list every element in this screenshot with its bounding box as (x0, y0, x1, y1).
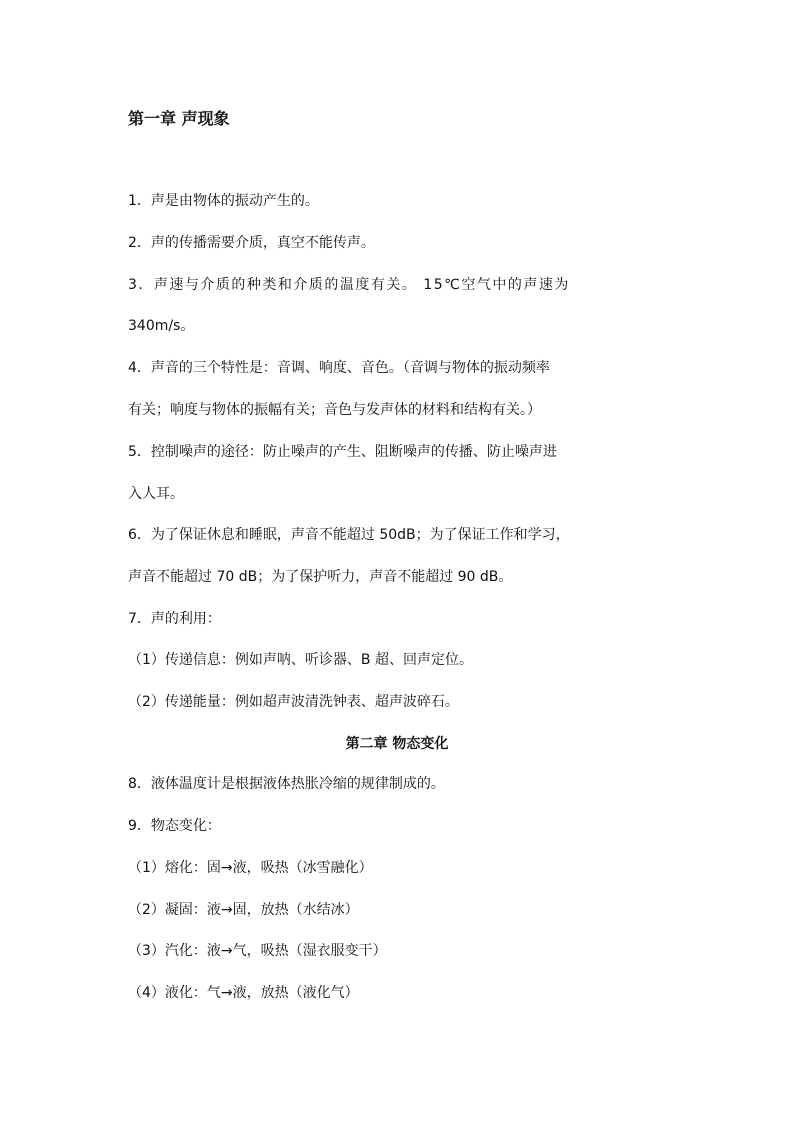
chapter-1-line-13: （2）传递能量：例如超声波清洗钟表、超声波碎石。 (128, 694, 459, 710)
chapter-1-line-4: 340m/s。 (128, 318, 195, 334)
chapter-1-line-11: 7．声的利用： (128, 611, 221, 627)
chapter-1-line-8: 入人耳。 (128, 486, 184, 502)
chapter-1-line-6: 有关；响度与物体的振幅有关；音色与发声体的材料和结构有关。） (128, 402, 541, 418)
chapter-1-line-9: 6．为了保证休息和睡眠，声音不能超过 50dB；为了保证工作和学习， (128, 527, 570, 543)
chapter-1-line-12: （1）传递信息：例如声呐、听诊器、B 超、回声定位。 (128, 652, 473, 668)
chapter-2-line-6: （4）液化：气→液，放热（液化气） (128, 985, 359, 1001)
chapter-1-title: 第一章 声现象 (128, 109, 230, 128)
chapter-1-line-7: 5．控制噪声的途径：防止噪声的产生、阻断噪声的传播、防止噪声进 (128, 444, 557, 460)
chapter-1-line-5: 4．声音的三个特性是：音调、响度、音色。（音调与物体的振动频率 (128, 360, 550, 376)
chapter-2-line-5: （3）汽化：液→气，吸热（湿衣服变干） (128, 943, 387, 959)
chapter-2-line-2: 9．物态变化： (128, 818, 221, 834)
chapter-1-line-2: 2．声的传播需要介质，真空不能传声。 (128, 235, 375, 251)
chapter-2-title: 第二章 物态变化 (345, 736, 449, 752)
chapter-2-line-1: 8．液体温度计是根据液体热胀冷缩的规律制成的。 (128, 776, 445, 792)
chapter-2-line-4: （2）凝固：液→固，放热（水结冰） (128, 902, 359, 918)
chapter-1-line-1: 1．声是由物体的振动产生的。 (128, 193, 319, 209)
chapter-2-line-3: （1）熔化：固→液，吸热（冰雪融化） (128, 860, 373, 876)
chapter-1-line-10: 声音不能超过 70 dB；为了保护听力，声音不能超过 90 dB。 (128, 569, 513, 585)
chapter-1-line-3: 3．声速与介质的种类和介质的温度有关。 15℃空气中的声速为 (128, 277, 570, 293)
